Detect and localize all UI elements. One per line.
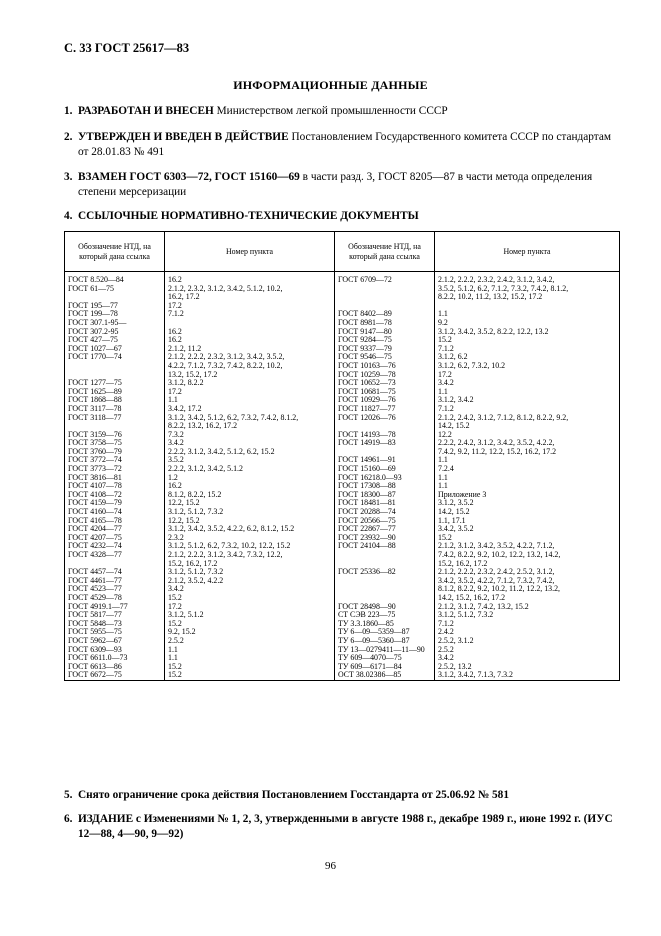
clause-numbers: 3.1.2, 3.4.2, 7.1.3, 7.3.2 xyxy=(438,671,513,680)
document-reference: ГОСТ 15160—69 xyxy=(338,465,396,474)
document-reference: ГОСТ 9284—75 xyxy=(338,336,392,345)
clause-numbers: 3.1.2, 3.4.2, 3.5.2, 8.2.2, 12.2, 13.2 xyxy=(438,327,549,336)
clause-numbers: 8.2.2, 10.2, 11.2, 13.2, 15.2, 17.2 xyxy=(438,293,543,302)
clause-numbers: 2.1.2, 2.2.2, 2.3.2, 2.4.2, 3.1.2, 3.4.2, xyxy=(438,276,555,284)
document-reference: ГОСТ 12026—76 xyxy=(338,413,396,422)
info-item-6 xyxy=(64,812,619,842)
clause-numbers: Приложение 3 xyxy=(438,490,487,499)
item-bold-text: Снято ограничение срока действия xyxy=(78,789,259,801)
clause-numbers: 12.2 xyxy=(438,430,452,439)
clause-numbers: 3.1.2, 5.1.2, 7.3.2 xyxy=(168,508,224,517)
clause-numbers: 16.2 xyxy=(168,276,182,284)
document-reference: ТУ 609—4070—75 xyxy=(338,654,402,663)
clause-numbers: 2.1.2, 2.2.2, 2.3.2, 3.1.2, 3.4.2, 3.5.2, xyxy=(168,353,285,362)
document-reference: ГОСТ 3816—81 xyxy=(68,473,122,482)
clause-numbers: 3.4.2, 3.5.2, 4.2.2, 7.1.2, 7.3.2, 7.4.2, xyxy=(438,576,555,585)
clause-numbers: 2.4.2 xyxy=(438,628,454,637)
clause-numbers: 15.2 xyxy=(168,619,182,628)
document-reference: ГОСТ 22867—77 xyxy=(338,525,396,534)
column-header-clause: Номер пункта xyxy=(435,232,620,272)
document-reference: ГОСТ 6672—75 xyxy=(68,671,122,680)
document-reference xyxy=(68,362,162,371)
clause-numbers: 9.2 xyxy=(438,318,448,327)
document-reference: ГОСТ 61—75 xyxy=(68,284,114,293)
clause-numbers: 15.2, 16.2, 17.2 xyxy=(168,559,218,568)
item-number: 2. xyxy=(64,131,73,143)
clause-numbers: 3.1.2, 5.1.2, 6.2, 7.3.2, 10.2, 12.2, 15.2 xyxy=(168,542,291,551)
clause-numbers: 16.2 xyxy=(168,482,182,491)
document-reference: ГОСТ 14961—91 xyxy=(338,456,396,465)
document-reference: ГОСТ 18300—87 xyxy=(338,490,396,499)
document-reference xyxy=(338,422,432,431)
document-reference xyxy=(68,560,162,569)
item-number: 3. xyxy=(64,171,73,183)
item-number: 1. xyxy=(64,105,73,117)
clause-numbers: 15.2 xyxy=(168,662,182,671)
document-reference: ГОСТ 5962—67 xyxy=(68,636,122,645)
document-reference: ГОСТ 17308—88 xyxy=(338,482,396,491)
clause-numbers: 8.2.2, 13.2, 16.2, 17.2 xyxy=(168,422,238,431)
clause-numbers: 2.1.2, 2.3.2, 3.1.2, 3.4.2, 5.1.2, 10.2, xyxy=(168,284,283,293)
document-reference: ГОСТ 5955—75 xyxy=(68,628,122,637)
document-reference: ГОСТ 10929—76 xyxy=(338,396,396,405)
document-reference: ТУ 609—6171—84 xyxy=(338,662,402,671)
document-reference: ГОСТ 3118—77 xyxy=(68,413,122,422)
clause-numbers: 14.2, 15.2 xyxy=(438,422,470,431)
clause-numbers: 1.2 xyxy=(168,473,178,482)
clause-numbers: 14.2, 15.2 xyxy=(438,508,470,517)
item-text: Постановлением Государственного комитета СССР по стандартам от 28.01.83 № 491 xyxy=(78,131,612,158)
document-reference: ГОСТ 1277—75 xyxy=(68,379,122,388)
clause-numbers: 2.1.2, 3.1.2, 3.4.2, 3.5.2, 4.2.2, 7.1.2, xyxy=(438,542,555,551)
item-bold-text: УТВЕРЖДЕН И ВВЕДЕН В ДЕЙСТВИЕ xyxy=(78,131,289,143)
clause-numbers: 2.5.2 xyxy=(168,636,184,645)
document-reference: ГОСТ 3772—74 xyxy=(68,456,122,465)
document-reference: ГОСТ 3159—76 xyxy=(68,430,122,439)
document-reference xyxy=(338,585,432,594)
document-reference: ТУ 6—09—5359—87 xyxy=(338,628,410,637)
clause-numbers: 3.1.2, 6.2 xyxy=(438,353,468,362)
clause-numbers: 15.2 xyxy=(168,671,182,680)
right-clauses-column xyxy=(435,272,620,681)
document-reference: ГОСТ 24104—88 xyxy=(338,542,396,551)
item-bold-text: ССЫЛОЧНЫЕ НОРМАТИВНО-ТЕХНИЧЕСКИЕ ДОКУМЕНТЫ xyxy=(78,210,419,222)
clause-numbers: 2.1.2, 2.4.2, 3.1.2, 7.1.2, 8.1.2, 8.2.2, 9.2, xyxy=(438,413,569,422)
document-reference: ГОСТ 4523—77 xyxy=(68,585,122,594)
document-reference: ГОСТ 8402—89 xyxy=(338,310,392,319)
clause-numbers: 9.2, 15.2 xyxy=(168,628,196,637)
clause-numbers: 7.4.2, 8.2.2, 9.2, 10.2, 12.2, 13.2, 14.2, xyxy=(438,551,561,559)
document-reference: ГОСТ 3773—72 xyxy=(68,465,122,474)
document-reference xyxy=(338,551,432,560)
info-item-3 xyxy=(64,170,619,200)
clause-numbers: 1.1 xyxy=(168,654,178,663)
document-reference xyxy=(338,302,432,311)
item-text: утвержденными в августе 1988 г., декабре 1989 г., июне 1992 г. (ИУС 12—88, 4—90, 9—92) xyxy=(78,813,613,840)
clause-numbers: 7.3.2 xyxy=(168,430,184,439)
document-reference: ГОСТ 4165—78 xyxy=(68,516,122,525)
clause-numbers: 7.1.2 xyxy=(438,619,454,628)
document-reference xyxy=(68,293,162,302)
clause-numbers: 1.1 xyxy=(438,387,448,396)
document-reference: ГОСТ 5848—73 xyxy=(68,619,122,628)
clause-numbers: 15.2, 16.2, 17.2 xyxy=(438,559,488,568)
clause-numbers: 14.2, 15.2, 16.2, 17.2 xyxy=(438,593,506,602)
document-reference xyxy=(338,577,432,586)
document-reference: ГОСТ 14193—78 xyxy=(338,430,396,439)
document-reference: ГОСТ 6709—72 xyxy=(338,276,392,284)
clause-numbers: 17.2 xyxy=(168,602,182,611)
column-header-document: Обозначение НТД, на который дана ссылка xyxy=(65,232,165,272)
document-reference: ГОСТ 199—78 xyxy=(68,310,118,319)
clause-numbers: 3.5.2, 5.1.2, 6.2, 7.1.2, 7.3.2, 7.4.2, 8.1.2, xyxy=(438,284,569,293)
document-reference: ГОСТ 10652—73 xyxy=(338,379,396,388)
document-reference: ГОСТ 8981—78 xyxy=(338,318,392,327)
column-header-document: Обозначение НТД, на который дана ссылка xyxy=(335,232,435,272)
document-reference: ГОСТ 16218.0—93 xyxy=(338,473,402,482)
reference-documents-table xyxy=(64,231,620,681)
document-reference: ГОСТ 23932—90 xyxy=(338,533,396,542)
document-reference: ГОСТ 10681—75 xyxy=(338,387,396,396)
clause-numbers: 8.1.2, 8.2.2, 15.2 xyxy=(168,490,222,499)
clause-numbers: 15.2 xyxy=(438,336,452,345)
document-reference: ГОСТ 4457—74 xyxy=(68,568,122,577)
left-clauses-column xyxy=(165,272,335,681)
document-reference xyxy=(338,285,432,294)
clause-numbers: 2.1.2, 3.5.2, 4.2.2 xyxy=(168,576,224,585)
document-reference: ГОСТ 9546—75 xyxy=(338,353,392,362)
right-documents-column xyxy=(335,272,435,681)
item-text: Министерством легкой промышленности СССР xyxy=(213,105,448,117)
clause-numbers: 3.4.2, 3.5.2 xyxy=(438,525,474,534)
item-text: Постановлением Госстандарта от 25.06.92 № 581 xyxy=(258,789,509,801)
clause-numbers: 3.4.2, 17.2 xyxy=(168,404,202,413)
document-reference: ГОСТ 4919.1—77 xyxy=(68,602,128,611)
clause-numbers: 2.5.2 xyxy=(438,645,454,654)
document-reference: ГОСТ 10163—76 xyxy=(338,361,396,370)
document-reference: ГОСТ 4108—72 xyxy=(68,490,122,499)
clause-numbers: 2.5.2, 13.2 xyxy=(438,662,472,671)
document-reference: ГОСТ 6309—93 xyxy=(68,645,122,654)
item-bold-text: РАЗРАБОТАН И ВНЕСЕН xyxy=(78,105,214,117)
clause-numbers: 12.2, 15.2 xyxy=(168,516,200,525)
info-item-2 xyxy=(64,130,619,160)
info-item-5 xyxy=(64,788,619,803)
item-number: 5. xyxy=(64,789,73,801)
clause-numbers: 2.1.2, 11.2 xyxy=(168,344,202,353)
clause-numbers: 3.4.2 xyxy=(438,379,454,388)
item-text: в части разд. 3, ГОСТ 8205—87 в части метода определения степени мерсеризации xyxy=(78,171,593,198)
clause-numbers: 1.1 xyxy=(168,645,178,654)
document-reference: ОСТ 38.02386—85 xyxy=(338,671,402,680)
clause-numbers: 12.2, 15.2 xyxy=(168,499,200,508)
document-reference: ГОСТ 25336—82 xyxy=(338,568,396,577)
clause-numbers: 3.4.2 xyxy=(168,585,184,594)
clause-numbers: 3.1.2, 3.4.2 xyxy=(438,396,474,405)
document-reference: ТУ 13—0279411—11—90 xyxy=(338,645,425,654)
document-reference: ГОСТ 10259—78 xyxy=(338,370,396,379)
clause-numbers: 16.2 xyxy=(168,327,182,336)
document-reference: ГОСТ 4159—79 xyxy=(68,499,122,508)
clause-numbers: 4.2.2, 7.1.2, 7.3.2, 7.4.2, 8.2.2, 10.2, xyxy=(168,361,283,370)
clause-numbers: 17.2 xyxy=(438,370,452,379)
document-reference: ГОСТ 18481—81 xyxy=(338,499,396,508)
document-reference: ГОСТ 9337—79 xyxy=(338,344,392,353)
clause-numbers: 7.1.2 xyxy=(438,344,454,353)
document-reference xyxy=(68,371,162,380)
document-reference: ГОСТ 4328—77 xyxy=(68,551,122,559)
clause-numbers: 2.5.2, 3.1.2 xyxy=(438,636,474,645)
document-reference: ГОСТ 6613—86 xyxy=(68,662,122,671)
page-header: С. 33 ГОСТ 25617—83 xyxy=(64,41,190,55)
clause-numbers: 3.1.2, 5.1.2, 7.3.2 xyxy=(438,611,494,620)
clause-numbers: 16.2, 17.2 xyxy=(168,293,200,302)
document-reference: ГОСТ 9147—80 xyxy=(338,327,392,336)
clause-numbers: 2.2.2, 3.1.2, 3.4.2, 5.1.2 xyxy=(168,465,243,474)
document-reference: ГОСТ 3117—78 xyxy=(68,404,122,413)
clause-numbers: 17.2 xyxy=(168,301,182,310)
info-item-4 xyxy=(64,209,619,224)
clause-numbers: 2.2.2, 2.4.2, 3.1.2, 3.4.2, 3.5.2, 4.2.2, xyxy=(438,439,555,448)
clause-numbers: 13.2, 15.2, 17.2 xyxy=(168,370,218,379)
document-reference: ТУ 3.3.1860—85 xyxy=(338,619,394,628)
document-reference: ГОСТ 1027—67 xyxy=(68,344,122,353)
item-number: 4. xyxy=(64,210,73,222)
document-reference: ГОСТ 3758—75 xyxy=(68,439,122,448)
clause-numbers: 3.1.2, 3.4.2, 3.5.2, 4.2.2, 6.2, 8.1.2, 15.2 xyxy=(168,525,295,534)
clause-numbers: 15.2 xyxy=(168,593,182,602)
document-reference xyxy=(68,422,162,431)
document-reference: ГОСТ 6611.0—73 xyxy=(68,654,128,663)
left-documents-column xyxy=(65,272,165,681)
clause-numbers: 17.2 xyxy=(168,387,182,396)
document-reference: ГОСТ 4232—74 xyxy=(68,542,122,551)
document-reference: ГОСТ 14919—83 xyxy=(338,439,396,448)
clause-numbers: 1.1, 17.1 xyxy=(438,516,466,525)
item-bold-text: ВЗАМЕН ГОСТ 6303—72, ГОСТ 15160—69 xyxy=(78,171,300,183)
item-bold-text: ИЗДАНИЕ с Изменениями № 1, 2, 3, xyxy=(78,813,263,825)
document-reference: ГОСТ 5817—77 xyxy=(68,611,122,620)
document-reference: ГОСТ 20288—74 xyxy=(338,508,396,517)
clause-numbers: 2.1.2, 2.2.2, 2.3.2, 2.4.2, 2.5.2, 3.1.2, xyxy=(438,568,555,577)
clause-numbers: 3.1.2, 3.5.2 xyxy=(438,499,474,508)
clause-numbers: 16.2 xyxy=(168,336,182,345)
clause-numbers: 2.3.2 xyxy=(168,533,184,542)
document-reference: ГОСТ 4529—78 xyxy=(68,593,122,602)
document-reference xyxy=(338,560,432,569)
page-number: 96 xyxy=(325,860,336,872)
clause-numbers: 3.5.2 xyxy=(168,456,184,465)
clause-numbers: 3.1.2, 5.1.2 xyxy=(168,611,204,620)
document-reference xyxy=(338,594,432,603)
document-reference: ТУ 6—09—5360—87 xyxy=(338,636,410,645)
document-reference: ГОСТ 427—75 xyxy=(68,336,118,345)
document-reference: ГОСТ 4461—77 xyxy=(68,576,122,585)
clause-numbers: 2.2.2, 3.1.2, 3.4.2, 5.1.2, 6.2, 15.2 xyxy=(168,447,275,456)
clause-numbers: 1.1 xyxy=(438,310,448,319)
clause-numbers: 2.1.2, 3.1.2, 7.4.2, 13.2, 15.2 xyxy=(438,602,529,611)
document-reference: ГОСТ 4160—74 xyxy=(68,508,122,517)
clause-numbers xyxy=(168,319,332,328)
document-reference: ГОСТ 4207—75 xyxy=(68,533,122,542)
item-number: 6. xyxy=(64,813,73,825)
document-reference: СТ СЭВ 223—75 xyxy=(338,611,396,620)
document-reference: ГОСТ 4204—77 xyxy=(68,525,122,534)
document-reference: ГОСТ 28498—90 xyxy=(338,602,396,611)
clause-numbers: 2.1.2, 2.2.2, 3.1.2, 3.4.2, 7.3.2, 12.2, xyxy=(168,551,283,559)
section-title: ИНФОРМАЦИОННЫЕ ДАННЫЕ xyxy=(233,78,428,92)
document-reference xyxy=(338,448,432,457)
clause-numbers: 3.4.2 xyxy=(438,654,454,663)
document-reference: ГОСТ 1625—89 xyxy=(68,387,122,396)
clause-numbers: 15.2 xyxy=(438,533,452,542)
info-item-1 xyxy=(64,104,619,119)
clause-numbers: 1.1 xyxy=(168,396,178,405)
document-reference: ГОСТ 1868—88 xyxy=(68,396,122,405)
clause-numbers: 8.1.2, 8.2.2, 9.2, 10.2, 11.2, 12.2, 13.2, xyxy=(438,585,561,594)
clause-numbers: 3.1.2, 6.2, 7.3.2, 10.2 xyxy=(438,361,506,370)
document-reference: ГОСТ 3760—79 xyxy=(68,447,122,456)
clause-numbers: 3.1.2, 5.1.2, 7.3.2 xyxy=(168,568,224,577)
document-reference: ГОСТ 195—77 xyxy=(68,301,118,310)
document-reference: ГОСТ 11827—77 xyxy=(338,404,396,413)
clause-numbers: 3.1.2, 8.2.2 xyxy=(168,379,204,388)
document-reference: ГОСТ 307.2-95 xyxy=(68,327,119,336)
document-reference: ГОСТ 8.520—84 xyxy=(68,276,124,284)
clause-numbers: 1.1 xyxy=(438,482,448,491)
clause-numbers: 1.1 xyxy=(438,473,448,482)
clause-numbers: 7.2.4 xyxy=(438,465,454,474)
document-reference: ГОСТ 1770—74 xyxy=(68,353,122,362)
column-header-clause: Номер пункта xyxy=(165,232,335,272)
clause-numbers: 3.4.2 xyxy=(168,439,184,448)
document-reference: ГОСТ 4107—78 xyxy=(68,482,122,491)
clause-numbers: 7.4.2, 9.2, 11.2, 12.2, 15.2, 16.2, 17.2 xyxy=(438,447,557,456)
clause-numbers: 7.1.2 xyxy=(438,404,454,413)
document-reference xyxy=(338,293,432,302)
clause-numbers: 7.1.2 xyxy=(168,310,184,319)
clause-numbers: 3.1.2, 3.4.2, 5.1.2, 6.2, 7.3.2, 7.4.2, 8.1.2, xyxy=(168,413,299,422)
document-reference: ГОСТ 307.1-95— xyxy=(68,318,127,327)
clause-numbers xyxy=(438,302,617,311)
document-reference: ГОСТ 20566—75 xyxy=(338,516,396,525)
clause-numbers: 1.1 xyxy=(438,456,448,465)
